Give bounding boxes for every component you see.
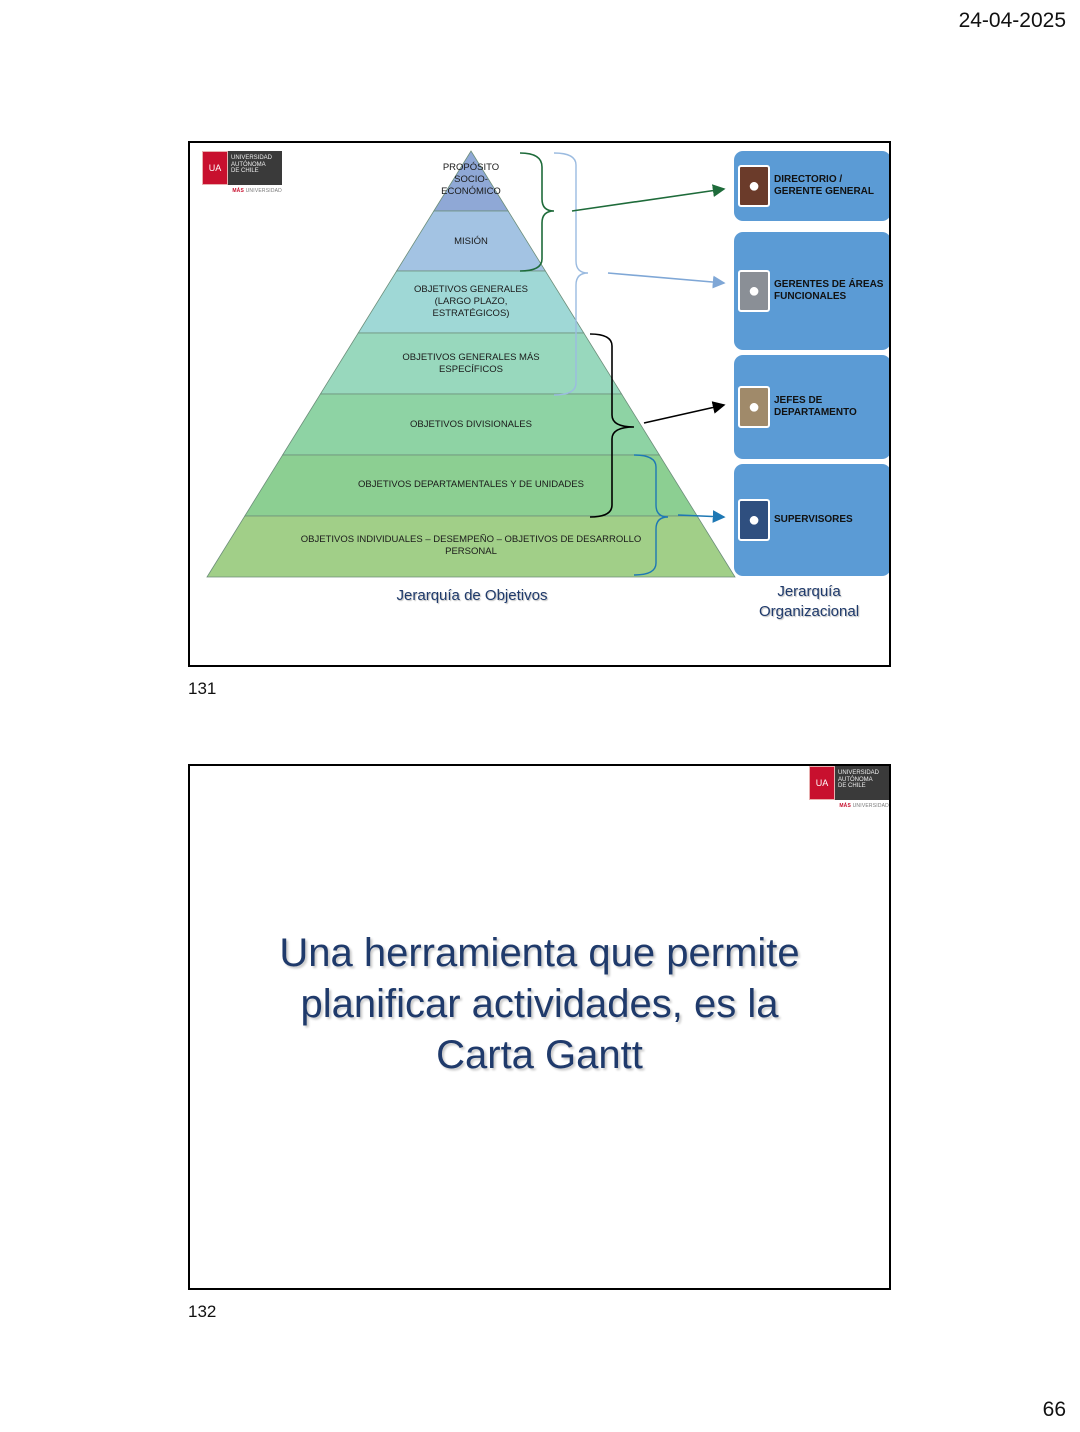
slide-objectives-hierarchy — [188, 141, 891, 667]
group-icon: ● — [738, 386, 770, 428]
org-box-jefes: ● JEFES DE DEPARTAMENTO — [734, 355, 891, 459]
worker-icon: ● — [738, 499, 770, 541]
slide-number: 131 — [188, 679, 217, 698]
logo-wordmark: UNIVERSIDAD AUTÓNOMA DE CHILE — [228, 151, 282, 185]
slide-gantt — [188, 764, 891, 1290]
arrow-top — [572, 189, 724, 211]
shield-icon: UA — [202, 151, 228, 185]
slide-heading: Una herramienta que permite planificar actividades, es la Carta Gantt — [279, 931, 800, 1077]
shield-icon: UA — [809, 766, 835, 800]
page-date: 24-04-2025 — [958, 9, 1066, 32]
slide-number: 132 — [188, 1302, 217, 1321]
pyramid-tier-label: OBJETIVOS DIVISIONALES — [410, 419, 532, 430]
pyramid-tier-label: OBJETIVOS DEPARTAMENTALES Y DE UNIDADES — [358, 479, 584, 490]
group-icon: ● — [738, 270, 770, 312]
pyramid-tier-label: MISIÓN — [454, 236, 488, 247]
logo-wordmark: UNIVERSIDAD AUTÓNOMA DE CHILE — [835, 766, 889, 800]
pyramid-tier-label: OBJETIVOS INDIVIDUALES – DESEMPEÑO – OBJETIVOS DE DESARROLLO PERSONAL — [300, 534, 642, 557]
arrow-third — [644, 405, 724, 423]
caption-organization: Jerarquía Organizacional — [758, 583, 860, 620]
pyramid-tier-label: OBJETIVOS GENERALES (LARGO PLAZO, ESTRATÉGICOS) — [413, 284, 529, 319]
university-logo — [809, 766, 889, 809]
logo-tagline: MÁS UNIVERSIDAD — [232, 188, 282, 194]
pyramid-tier-label: PROPÓSITO SOCIO- ECONÓMICO — [441, 162, 501, 197]
arrow-second — [608, 273, 724, 283]
org-box-supervisores: ● SUPERVISORES — [734, 464, 891, 576]
logo-tagline: MÁS UNIVERSIDAD — [839, 803, 889, 809]
caption-objectives: Jerarquía de Objetivos — [396, 587, 548, 604]
person-icon: ● — [738, 165, 770, 207]
page-number: 66 — [1042, 1398, 1066, 1421]
org-box-directorio: ● DIRECTORIO / GERENTE GENERAL — [734, 151, 891, 221]
pyramid-tier-label: OBJETIVOS GENERALES MÁS ESPECÍFICOS — [402, 352, 540, 375]
org-box-gerentes: ● GERENTES DE ÁREAS FUNCIONALES — [734, 232, 891, 350]
